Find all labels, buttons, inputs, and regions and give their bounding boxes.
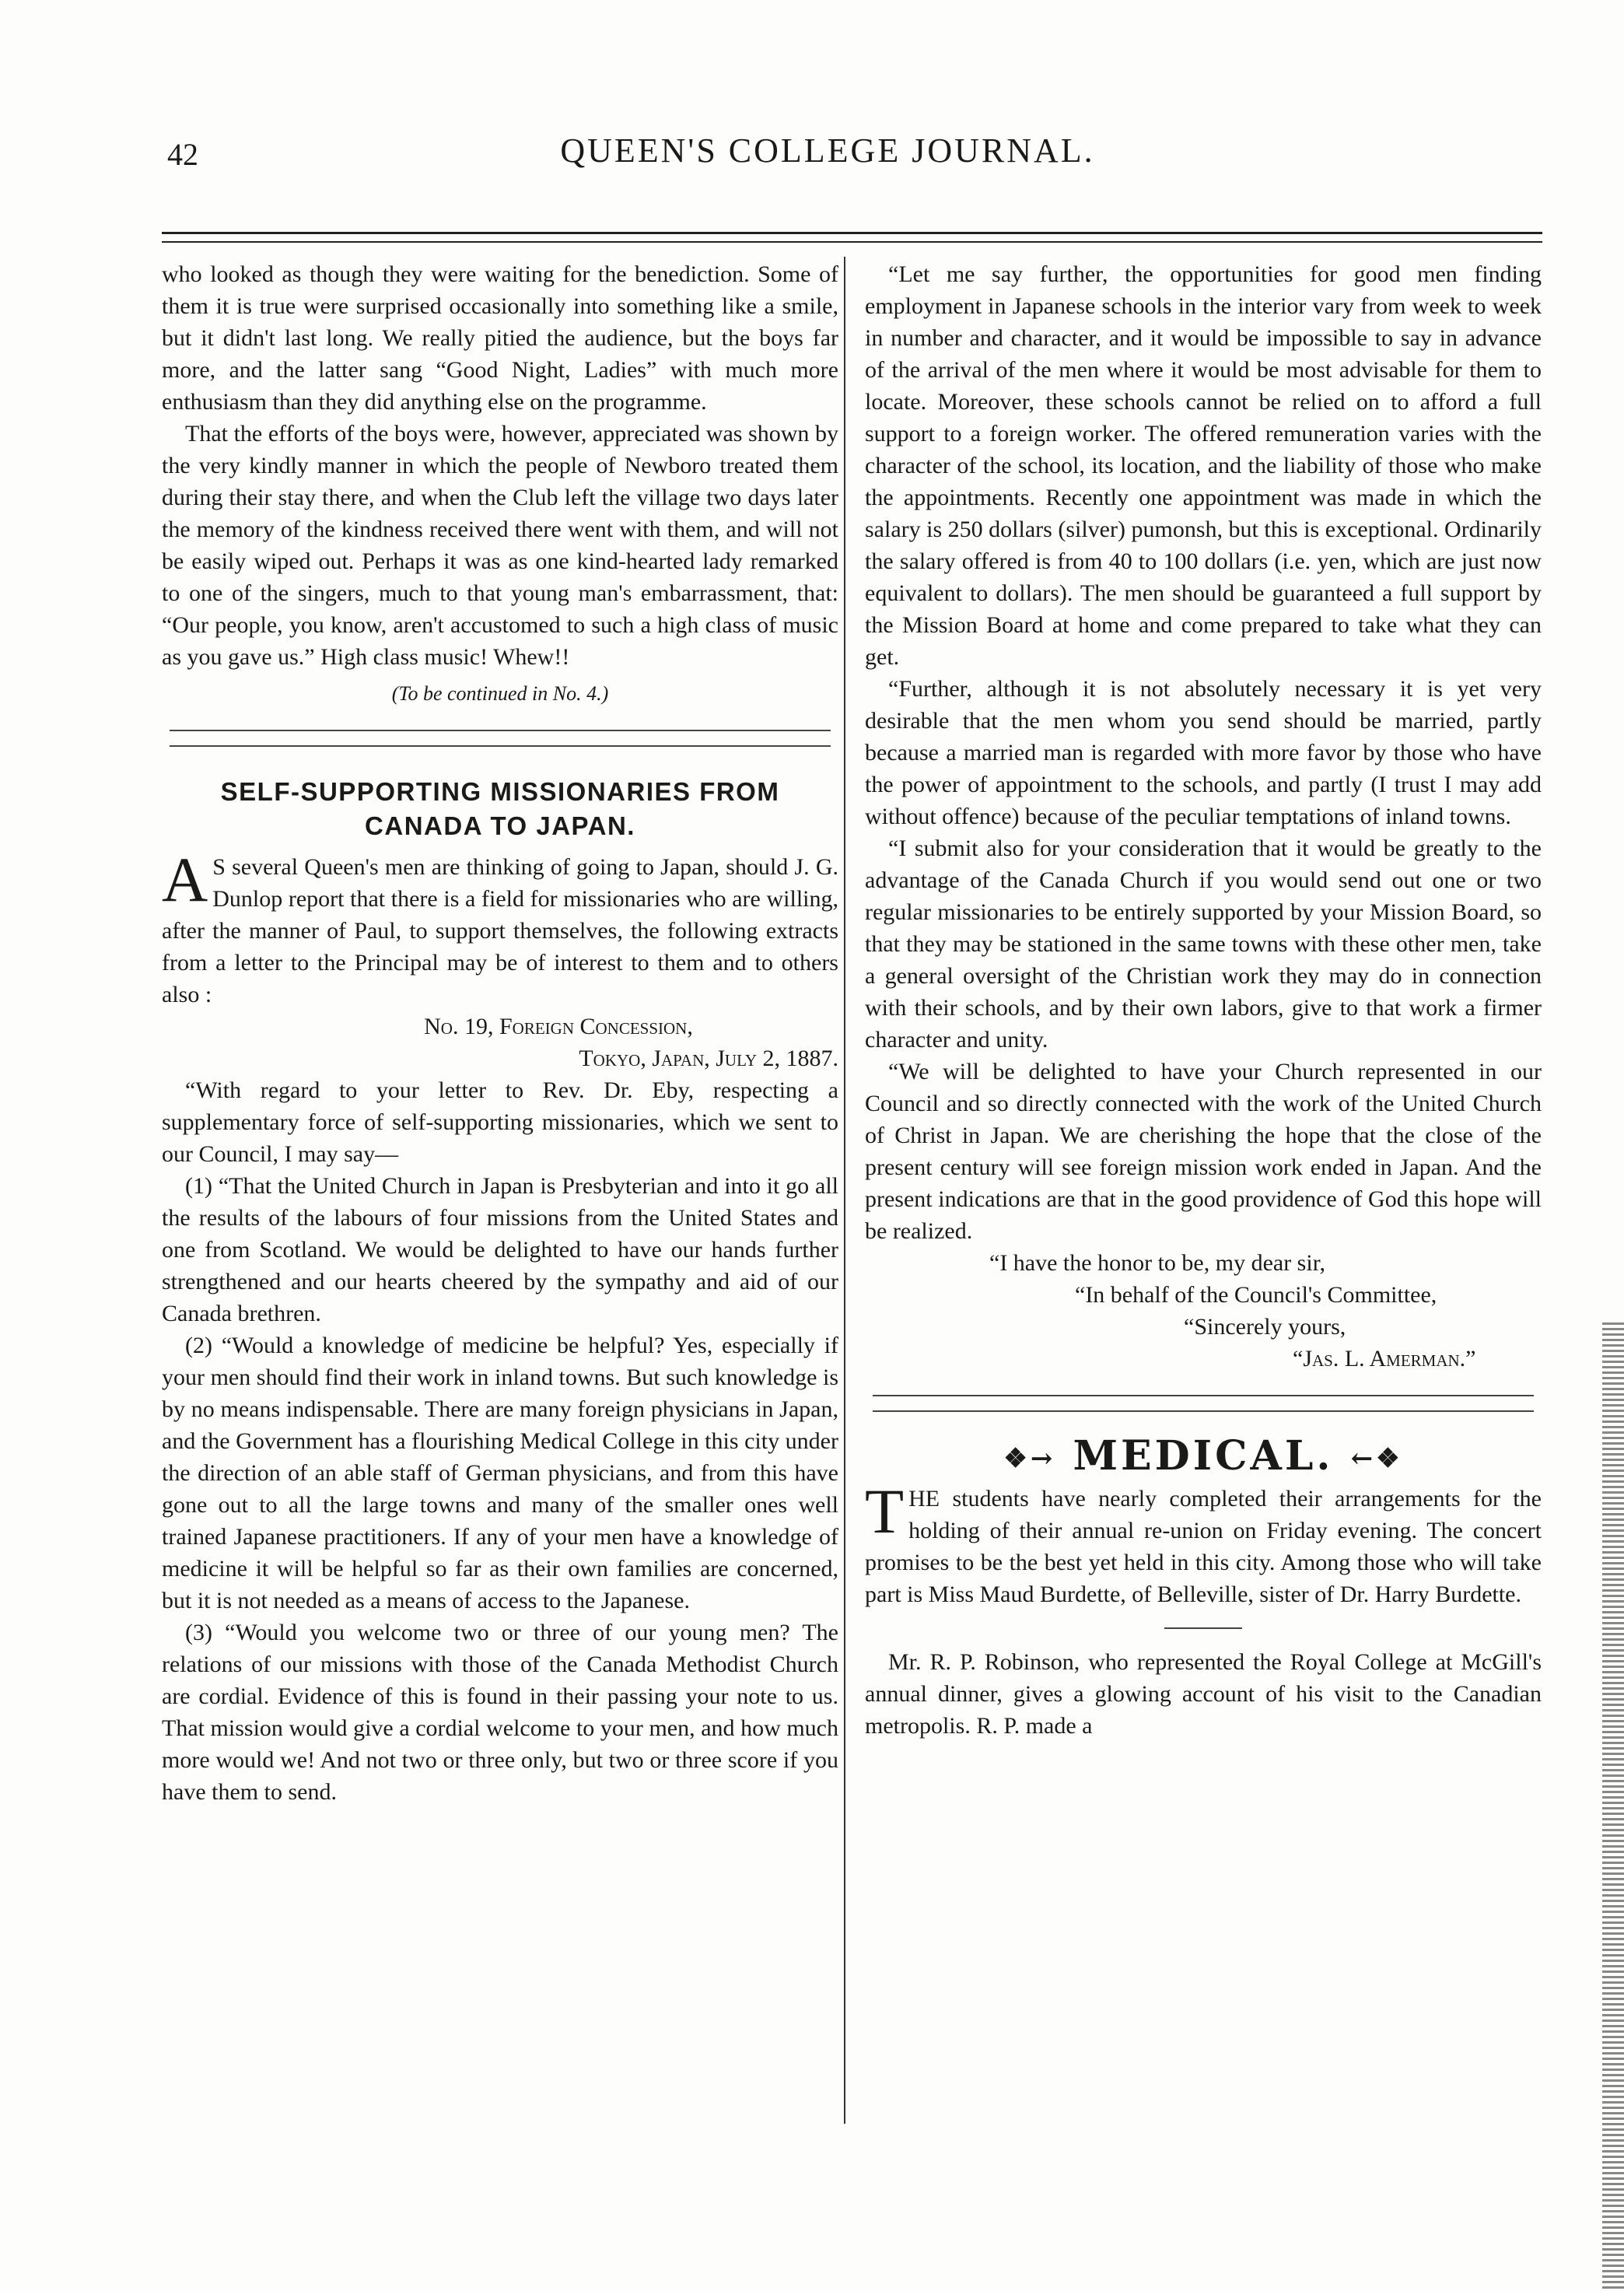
- continued-note: (To be continued in No. 4.): [391, 682, 609, 705]
- paragraph: “Further, although it is not absolutely necessary it is yet very desirable that the men whom you send should be married, partly because a married man is regarded with more favor by those who have the power of appointment to the schools, and partly (I trust I may add without offence) because of the peculiar temptations of inland towns.: [865, 676, 1542, 829]
- letter-address-line: No. 19, Foreign Concession,: [424, 1014, 693, 1039]
- header-rule-bottom: [162, 241, 1542, 243]
- medical-text: HE students have nearly completed their arrangements for the holding of their annual re-union on Friday evening. The concert promises to be the best yet held in this city. Among those who will take part is Miss Maud Burdette, of Belleville, sister of Dr. Harry Burdette.: [865, 1486, 1542, 1607]
- article-title-line: SELF-SUPPORTING MISSIONARIES FROM: [220, 777, 780, 806]
- intro-text: S several Queen's men are thinking of going to Japan, should J. G. Dunlop report that there is a field for missionaries who are willing, after the manner of Paul, to support themselves, the following extracts from a letter to the Principal may be of interest to them and to others also :: [162, 854, 838, 1007]
- paragraph: (1) “That the United Church in Japan is Presbyterian and into it go all the results of the labours of four missions from the United States and one from Scotland. We would be delighted to have our hands further strengthened and our hearts cheered by the sympathy and aid of our Canada brethren.: [162, 1173, 838, 1326]
- paragraph: “We will be delighted to have your Church represented in our Council and so directly connected with the work of the United Church of Christ in Japan. We are cherishing the hope that the close of the present century will see foreign mission work ended in Japan. And the present indications are that in the good providence of God this hope will be realized.: [865, 1059, 1542, 1244]
- paragraph: “With regard to your letter to Rev. Dr. Eby, respecting a supplementary force of self-supporting missionaries, which we sent to our Council, I may say—: [162, 1077, 838, 1167]
- drop-cap: A: [162, 844, 208, 915]
- section-title: MEDICAL.: [1073, 1432, 1334, 1480]
- ornament-left-icon: ❖→: [1003, 1443, 1056, 1474]
- paragraph: who looked as though they were waiting for the benediction. Some of them it is true were surprised occasionally into something like a smile, but it didn't last long. We really pitied the audience, but the boys far more, and the latter sang “Good Night, Ladies” with much more enthusiasm than they did anything else on the programme.: [162, 261, 838, 415]
- letter-closing: “I have the honor to be, my dear sir,: [989, 1250, 1325, 1276]
- letter-closing: “In behalf of the Council's Committee,: [1075, 1282, 1437, 1308]
- header-rule-top: [162, 232, 1542, 234]
- column-divider: [844, 257, 845, 2124]
- paragraph: “Let me say further, the opportunities for good men finding employment in Japanese schools in the interior vary from week to week in number and character, and it would be impossible to say in advance of the arrival of the men where it would be most advisable for them to locate. Moreover, these schools cannot be relied on to afford a full support to a foreign worker. The offered remuneration varies with the character of the school, its location, and the liability of those who make the appointments. Recently one appointment was made in which the salary is 250 dollars (silver) pumonsh, but this is exceptional. Ordinarily the salary offered is from 40 to 100 dollars (i.e. yen, which are just now equivalent to dollars). The men should be guaranteed a full support by the Mission Board at home and come prepared to take what they can get.: [865, 261, 1542, 670]
- page-header: [0, 0, 1624, 233]
- journal-title: QUEEN'S COLLEGE JOURNAL.: [560, 131, 1095, 170]
- page-number: 42: [167, 137, 198, 172]
- scan-edge: [1602, 1322, 1624, 2291]
- letter-signature: “Jas. L. Amerman.”: [1293, 1346, 1476, 1371]
- short-separator: [1164, 1627, 1242, 1629]
- right-column: [865, 258, 1542, 1742]
- letter-closing: “Sincerely yours,: [1184, 1314, 1346, 1340]
- section-separator: [873, 1395, 1534, 1412]
- section-separator: [170, 730, 831, 747]
- paragraph: That the efforts of the boys were, however, appreciated was shown by the very kindly manner in which the people of Newboro treated them during their stay there, and when the Club left the village two days later the memory of the kindness received there went with them, and will not be easily wiped out. Perhaps it was as one kind-hearted lady remarked to one of the singers, much to that young man's embarrassment, that: “Our people, you know, aren't accustomed to such a high class of music as you gave us.” High class music! Whew!!: [162, 421, 838, 670]
- section-heading-medical: [865, 1432, 1542, 1480]
- left-column: [162, 258, 838, 1808]
- paragraph: Mr. R. P. Robinson, who represented the Royal College at McGill's annual dinner, gives a glowing account of his visit to the Canadian metropolis. R. P. made a: [865, 1649, 1542, 1739]
- intro-paragraph: [162, 844, 838, 1011]
- letter-date-line: Tokyo, Japan, July 2, 1887.: [579, 1046, 838, 1071]
- drop-cap: T: [865, 1476, 905, 1547]
- paragraph: “I submit also for your consideration that it would be greatly to the advantage of the Canada Church if you would send out one or two regular missionaries to be entirely supported by your Mission Board, so that they may be stationed in the same towns with these other men, take a general oversight of the Christian work they may do in connection with their schools, and by their own labors, give to that work a firmer character and unity.: [865, 835, 1542, 1053]
- paragraph: [865, 1476, 1542, 1610]
- paragraph: (2) “Would a knowledge of medicine be helpful? Yes, especially if your men should find their work in inland towns. But such knowledge is by no means indispensable. There are many foreign physicians in Japan, and the Government has a flourishing Medical College in this city under the direction of an able staff of German physicians, and from this have gone out to all the large towns and many of the smaller ones well trained Japanese practitioners. If any of your men have a knowledge of medicine it will be helpful so far as their own families are concerned, but it is not needed as a means of access to the Japanese.: [162, 1333, 838, 1613]
- article-title: [162, 775, 838, 843]
- article-title-line: CANADA TO JAPAN.: [365, 811, 635, 840]
- paragraph: (3) “Would you welcome two or three of our young men? The relations of our missions with those of the Canada Methodist Church are cordial. Evidence of this is found in their passing your note to us. That mission would give a cordial welcome to your men, and how much more would we! And not two or three only, but two or three score if you have them to send.: [162, 1620, 838, 1805]
- ornament-right-icon: ←❖: [1350, 1443, 1403, 1474]
